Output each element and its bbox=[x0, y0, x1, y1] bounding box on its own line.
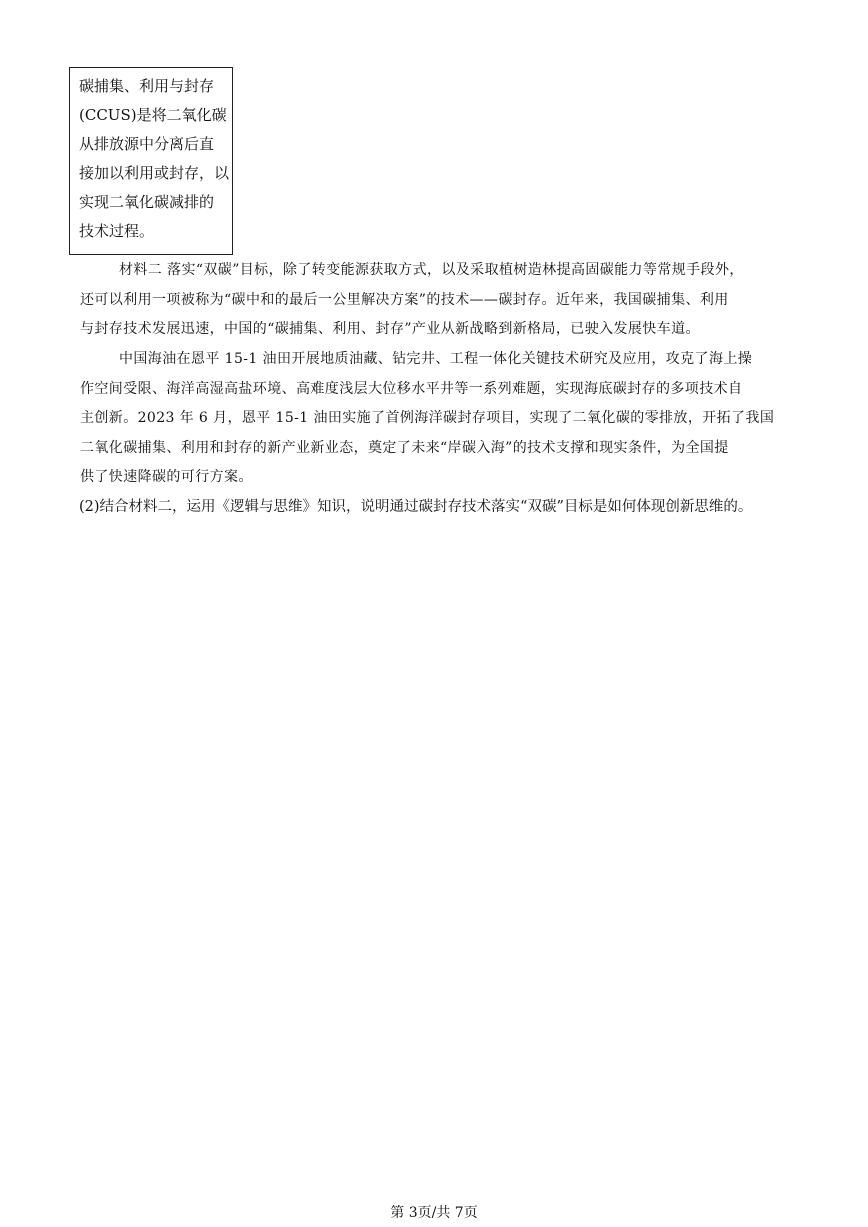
paragraph-line: 供了快速降碳的可行方案。 bbox=[80, 469, 253, 485]
paragraph-line: 与封存技术发展迅速，中国的“碳捕集、利用、封存”产业从新战略到新格局，已驶入发展快车道。 bbox=[80, 321, 700, 337]
definition-box bbox=[69, 67, 233, 255]
definition-line: 从排放源中分离后直 bbox=[79, 135, 215, 153]
definition-line: 碳捕集、利用与封存 bbox=[79, 77, 215, 95]
page-number: 第 3页/共 7页 bbox=[390, 1205, 478, 1221]
paragraph-line: 作空间受限、海洋高湿高盐环境、高难度浅层大位移水平井等一系列难题，实现海底碳封存的多项技术自 bbox=[80, 380, 743, 397]
paragraph-line: 还可以利用一项被称为“碳中和的最后一公里解决方案”的技术——碳封存。近年来，我国碳捕集、利用 bbox=[80, 291, 729, 308]
definition-line: 实现二氧化碳减排的 bbox=[79, 193, 215, 211]
question-2: (2)结合材料二，运用《逻辑与思维》知识，说明通过碳封存技术落实“双碳”目标是如何体现创新思维的。 bbox=[79, 499, 753, 515]
paragraph-line: 材料二 落实“双碳”目标，除了转变能源获取方式，以及采取植树造林提高固碳能力等常规手段外， bbox=[119, 262, 744, 278]
definition-line: (CCUS)是将二氧化碳 bbox=[79, 106, 227, 124]
definition-line: 接加以利用或封存，以 bbox=[79, 164, 230, 182]
cnooc-paragraph bbox=[80, 345, 796, 493]
definition-line: 技术过程。 bbox=[79, 222, 155, 240]
material-two-paragraph bbox=[80, 256, 796, 345]
paragraph-line: 主创新。2023 年 6 月，恩平 15-1 油田实施了首例海洋碳封存项目，实现了二氧化碳的零排放，开拓了我国 bbox=[80, 410, 775, 426]
paragraph-line: 二氧化碳捕集、利用和封存的新产业新业态，奠定了未来“岸碳入海”的技术支撑和现实条件，为全国提 bbox=[80, 439, 729, 456]
paragraph-line: 中国海油在恩平 15-1 油田开展地质油藏、钻完井、工程一体化关键技术研究及应用，攻克了海上操 bbox=[119, 351, 753, 367]
